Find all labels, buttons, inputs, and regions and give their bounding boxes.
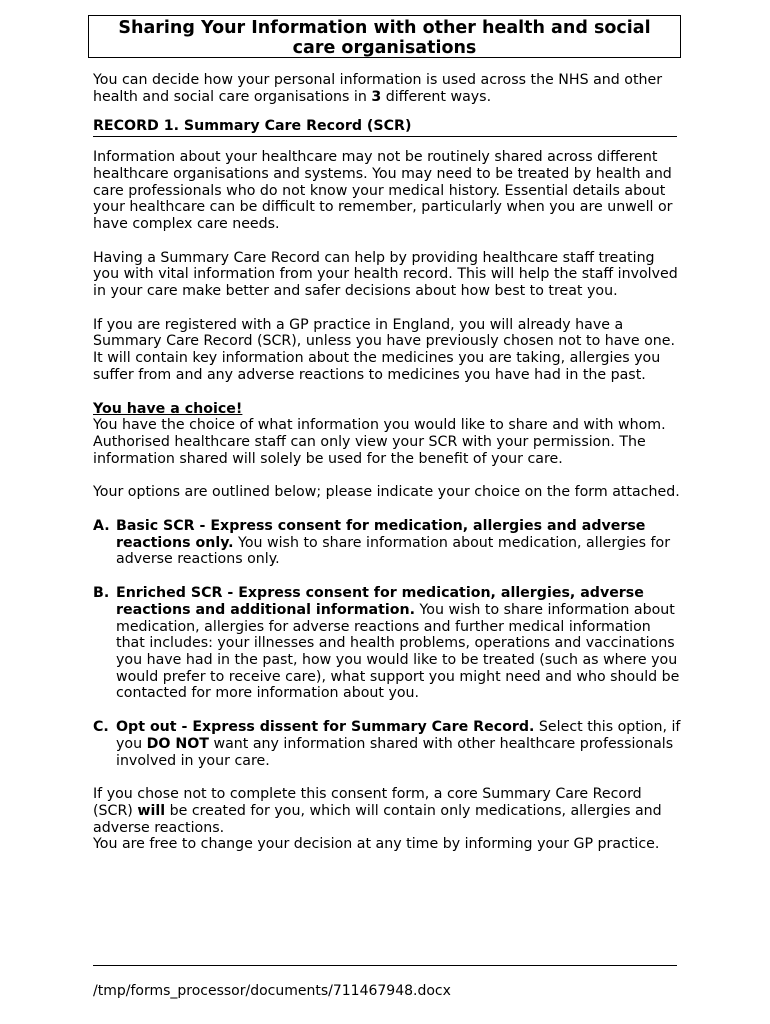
choice-text: You have the choice of what information you would like to share and with whom. Authorised healthcare staff can only view your SCR with your permission. The information shared will solely be used for the benefit of your care. (93, 417, 666, 467)
choice-section (93, 401, 683, 468)
option-b (93, 585, 683, 702)
option-c-text: Select this option, if you (116, 719, 681, 752)
option-b-letter: B. (93, 585, 110, 602)
option-c-emphasis: DO NOT (146, 735, 209, 752)
closing-emphasis: will (137, 802, 166, 819)
intro-text: You can decide how your personal information is used across the NHS and other health and social care organisations in (93, 72, 663, 105)
paragraph-info: Information about your healthcare may not be routinely shared across different healthcare organisations and systems. You may need to be treated by health and care professionals who do not know your medical history. Essential details about your healthcare can be difficult to remember, particularly when you are unwell or have complex care needs. (93, 149, 673, 232)
option-b-text: You wish to share information about medication, allergies for adverse reactions and further medical information that includes: your illnesses and health problems, operations and vaccinations you have had in the past, how you would like to be treated (such as where you would prefer to receive care), what support you might need and who should be contacted for more information about you. (116, 601, 680, 702)
document-body (93, 72, 683, 853)
intro-text-end: different ways. (381, 88, 492, 105)
closing-change-note: You are free to change your decision at any time by informing your GP practice. (93, 836, 660, 853)
footer-file-path: /tmp/forms_processor/documents/711467948.docx (93, 983, 451, 999)
option-c (93, 719, 683, 769)
closing-text: If you chose not to complete this consent form, a core Summary Care Record (SCR) (93, 786, 642, 819)
paragraph-benefit: Having a Summary Care Record can help by providing healthcare staff treating you with vital information from your health record. This will help the staff involved in your care make better and safer decisions about how best to treat you. (93, 249, 678, 300)
paragraph-registered: If you are registered with a GP practice in England, you will already have a Summary Care Record (SCR), unless you have previously chosen not to have one. It will contain key information about the medicines you are taking, allergies you suffer from and any adverse reactions to medicines you have had in the past. (93, 316, 675, 383)
closing-text-end: be created for you, which will contain only medications, allergies and adverse reactions. (93, 802, 662, 836)
option-a-title: Basic SCR - Express consent for medication, allergies and adverse reactions only. (116, 518, 646, 551)
record-1-heading: RECORD 1. Summary Care Record (SCR) (93, 118, 677, 137)
closing-section (93, 786, 683, 853)
option-c-letter: C. (93, 719, 109, 736)
document-title (88, 15, 681, 58)
option-a-text: You wish to share information about medication, allergies for adverse reactions only. (116, 534, 671, 568)
option-c-text-end: want any information shared with other healthcare professionals involved in your care. (116, 735, 674, 769)
option-c-title: Opt out - Express dissent for Summary Care Record. (116, 719, 535, 736)
intro-count: 3 (371, 88, 382, 105)
title-line-2: care organisations (292, 38, 477, 58)
option-a (93, 518, 683, 568)
intro-paragraph (93, 72, 683, 105)
option-b-title: Enriched SCR - Express consent for medication, allergies, adverse reactions and additional information. (116, 585, 644, 618)
options-intro: Your options are outlined below; please indicate your choice on the form attached. (93, 484, 680, 501)
option-a-letter: A. (93, 518, 110, 535)
footer-divider (93, 965, 677, 966)
choice-heading: You have a choice! (93, 400, 243, 417)
closing-paragraph (93, 786, 683, 836)
title-line-1: Sharing Your Information with other health and social (118, 18, 651, 38)
